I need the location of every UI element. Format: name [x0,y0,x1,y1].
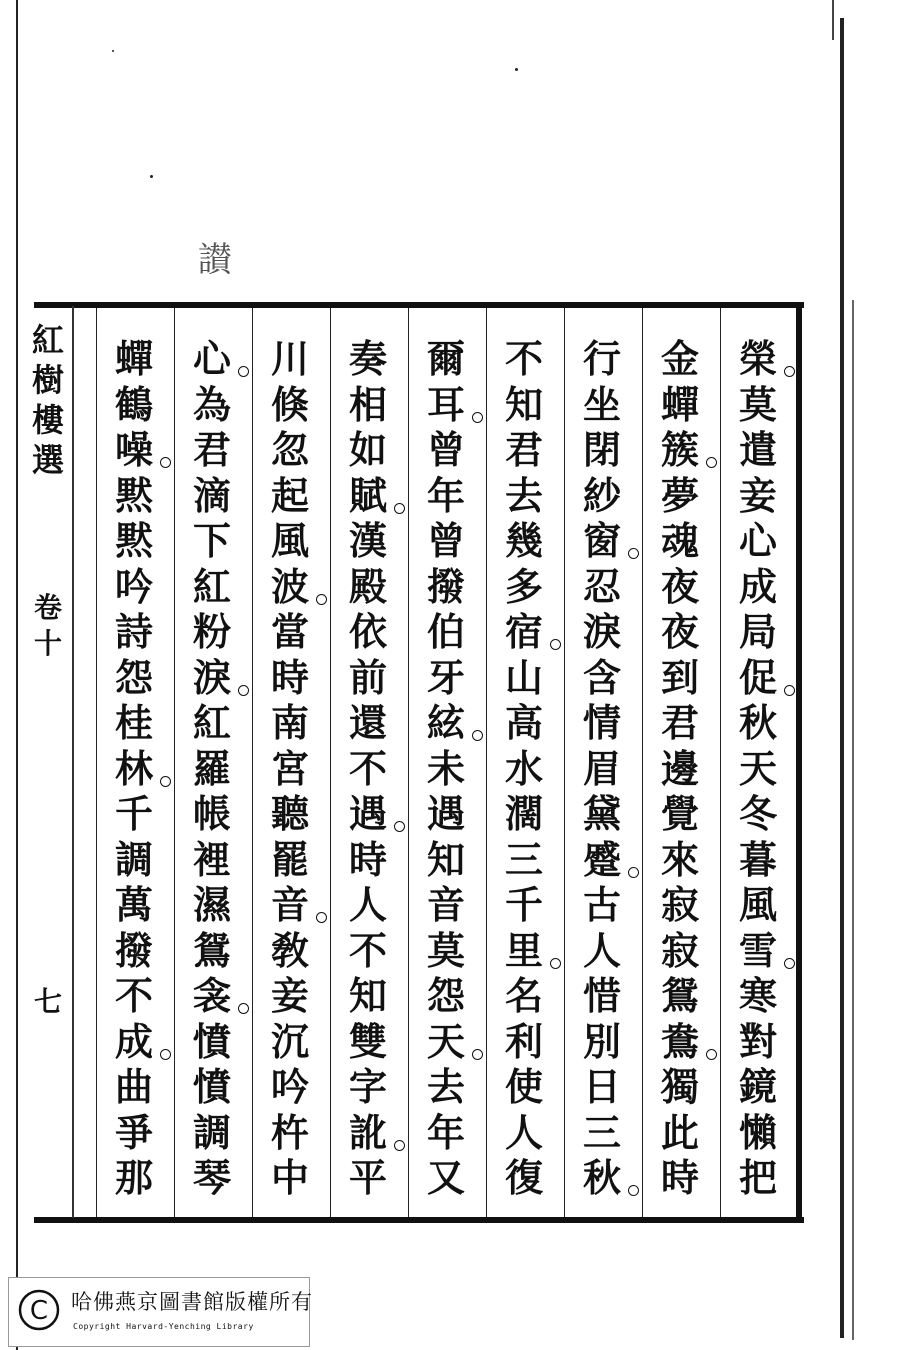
text-char: 賦 [348,472,387,518]
text-char: 蹙 [582,836,621,882]
text-char: 鴦 [660,1018,699,1064]
text-char: 萬 [114,882,153,927]
punctuation-circle [628,867,639,878]
punctuation-circle [394,1140,405,1151]
text-char: 聽 [270,791,309,836]
text-char: 高 [504,700,543,745]
text-char: 山 [504,654,543,700]
text-char: 時 [348,836,387,882]
text-char: 如 [348,427,387,472]
text-char: 把 [738,1155,777,1200]
text-char: 風 [738,882,777,927]
text-char: 知 [504,381,543,427]
text-char: 不 [114,973,153,1018]
margin-book-title [26,320,70,480]
text-char: 漢 [348,518,387,563]
frame-top-border [34,302,804,308]
text-char: 耳 [426,381,465,427]
text-char: 敎 [270,927,309,973]
text-char: 遇 [426,791,465,836]
punctuation-circle [238,1003,249,1014]
text-char: 天 [426,1018,465,1064]
text-char: 琴 [192,1155,231,1200]
text-char: 使 [504,1064,543,1109]
column-rule [486,308,487,1217]
copyright-icon [17,1288,61,1332]
ink-speck [515,68,518,71]
margin-page-number [26,984,70,1020]
text-char: 到 [660,654,699,700]
text-char: 時 [270,654,309,700]
margin-title-char: 紅 [31,321,64,359]
text-char: 濕 [192,882,231,927]
text-char: 時 [660,1155,699,1200]
text-char: 撥 [114,927,153,973]
punctuation-circle [160,1049,171,1060]
text-char: 去 [426,1064,465,1109]
margin-volume [26,590,70,662]
text-char: 古 [582,882,621,927]
text-char: 黛 [582,791,621,836]
text-char: 成 [738,563,777,609]
text-char: 憤 [192,1018,231,1064]
text-char: 別 [582,1018,621,1064]
text-char: 忽 [270,427,309,472]
text-char: 夜 [660,563,699,609]
text-column [492,336,556,1216]
text-char: 依 [348,609,387,654]
text-char: 倏 [270,381,309,427]
text-char: 鶴 [114,381,153,427]
faded-upper-mark: 讃 [198,240,228,280]
text-char: 促 [738,654,777,700]
text-char: 含 [582,654,621,700]
margin-title-char: 樹 [31,361,64,399]
text-column [648,336,712,1216]
column-rule [408,308,409,1217]
text-char: 年 [426,1109,465,1155]
text-char: 寒 [738,973,777,1018]
text-char: 眉 [582,745,621,791]
text-char: 坐 [582,381,621,427]
text-char: 黙 [114,472,153,518]
text-char: 雪 [738,927,777,973]
text-char: 名 [504,973,543,1018]
text-char: 妾 [738,472,777,518]
frame-right-border [796,302,802,1223]
text-char: 人 [348,882,387,927]
text-char: 不 [348,745,387,791]
punctuation-circle [160,776,171,787]
text-char: 林 [114,745,153,791]
column-rule [252,308,253,1217]
text-char: 金 [660,336,699,381]
text-char: 閉 [582,427,621,472]
punctuation-circle [784,958,795,969]
text-char: 暮 [738,836,777,882]
text-char: 伯 [426,609,465,654]
punctuation-circle [706,1049,717,1060]
text-char: 調 [192,1109,231,1155]
column-rule [330,308,331,1217]
text-char: 夢 [660,472,699,518]
text-char: 鴛 [192,927,231,973]
column-rule [564,308,565,1217]
text-char: 滴 [192,472,231,518]
text-char: 風 [270,518,309,563]
text-char: 三 [582,1109,621,1155]
text-char: 撥 [426,563,465,609]
punctuation-circle [394,821,405,832]
margin-volume-char: 十 [33,627,62,660]
margin-page-char: 七 [33,985,62,1018]
column-rule [96,308,97,1217]
text-char: 中 [270,1155,309,1200]
text-char: 覺 [660,791,699,836]
text-column [570,336,634,1216]
column-rule [720,308,721,1217]
text-char: 莫 [738,381,777,427]
page-edge-top [832,0,834,40]
text-char: 平 [348,1155,387,1200]
text-column [180,336,244,1216]
text-char: 又 [426,1155,465,1200]
punctuation-circle [472,412,483,423]
text-char: 相 [348,381,387,427]
text-char: 爾 [426,336,465,381]
text-char: 榮 [738,336,777,381]
punctuation-circle [628,548,639,559]
text-char: 鏡 [738,1064,777,1109]
text-char: 詩 [114,609,153,654]
punctuation-circle [784,685,795,696]
copyright-english: Copyright Harvard-Yenching Library [73,1322,254,1331]
text-char: 那 [114,1155,153,1200]
text-char: 對 [738,1018,777,1064]
text-char: 獨 [660,1064,699,1109]
text-column [102,336,166,1216]
text-char: 下 [192,518,231,563]
text-char: 來 [660,836,699,882]
punctuation-circle [550,958,561,969]
text-char: 里 [504,927,543,973]
text-char: 窗 [582,518,621,563]
text-char: 懶 [738,1109,777,1155]
text-char: 知 [348,973,387,1018]
punctuation-circle [160,457,171,468]
text-char: 君 [660,700,699,745]
text-char: 紗 [582,472,621,518]
text-char: 音 [270,882,309,927]
ink-speck [150,175,153,178]
text-char: 吟 [114,563,153,609]
text-char: 宿 [504,609,543,654]
margin-title-char: 選 [31,441,64,479]
text-char: 魂 [660,518,699,563]
punctuation-circle [238,685,249,696]
text-char: 怨 [114,654,153,700]
text-column [336,336,400,1216]
text-char: 黙 [114,518,153,563]
text-char: 千 [504,882,543,927]
punctuation-circle [238,366,249,377]
punctuation-circle [550,639,561,650]
text-char: 日 [582,1064,621,1109]
text-char: 三 [504,836,543,882]
punctuation-circle [472,730,483,741]
text-char: 秋 [738,700,777,745]
copyright-symbol: C [29,1296,49,1326]
text-char: 冬 [738,791,777,836]
text-char: 幾 [504,518,543,563]
text-char: 行 [582,336,621,381]
text-char: 人 [582,927,621,973]
punctuation-circle [784,366,795,377]
text-char: 復 [504,1155,543,1200]
text-char: 不 [504,336,543,381]
text-char: 訛 [348,1109,387,1155]
text-char: 局 [738,609,777,654]
text-char: 年 [426,472,465,518]
column-rule [642,308,643,1217]
text-char: 妾 [270,973,309,1018]
text-char: 爭 [114,1109,153,1155]
text-char: 罷 [270,836,309,882]
text-char: 紅 [192,700,231,745]
text-char: 還 [348,700,387,745]
margin-volume-char: 卷 [33,591,62,624]
text-char: 蟬 [114,336,153,381]
text-char: 心 [738,518,777,563]
text-char: 桂 [114,700,153,745]
text-char: 帳 [192,791,231,836]
text-char: 紅 [192,563,231,609]
text-char: 此 [660,1109,699,1155]
text-char: 曾 [426,518,465,563]
text-char: 川 [270,336,309,381]
text-char: 寂 [660,927,699,973]
punctuation-circle [316,594,327,605]
frame-bottom-border [34,1217,804,1223]
text-char: 蟬 [660,381,699,427]
text-char: 天 [738,745,777,791]
text-char: 人 [504,1109,543,1155]
text-char: 簇 [660,427,699,472]
text-char: 鴛 [660,973,699,1018]
frame-left-border [72,306,74,1218]
punctuation-circle [394,503,405,514]
text-char: 波 [270,563,309,609]
text-char: 怨 [426,973,465,1018]
text-char: 情 [582,700,621,745]
page-edge-left [16,0,18,1350]
text-char: 惜 [582,973,621,1018]
text-char: 不 [348,927,387,973]
text-char: 利 [504,1018,543,1064]
text-char: 多 [504,563,543,609]
text-char: 粉 [192,609,231,654]
text-column [258,336,322,1216]
text-char: 淚 [582,609,621,654]
text-char: 字 [348,1064,387,1109]
text-char: 邊 [660,745,699,791]
text-char: 調 [114,836,153,882]
page-edge-right-inner [852,300,854,1340]
text-char: 心 [192,336,231,381]
text-char: 吟 [270,1064,309,1109]
text-char: 秋 [582,1155,621,1200]
text-char: 絃 [426,700,465,745]
text-char: 音 [426,882,465,927]
text-char: 君 [504,427,543,472]
copyright-chinese: 哈佛燕京圖書館版權所有 [71,1290,313,1314]
ink-speck [112,50,114,52]
text-char: 水 [504,745,543,791]
text-column [726,336,790,1216]
page-edge-right [840,18,844,1338]
text-char: 遇 [348,791,387,836]
text-char: 忍 [582,563,621,609]
text-char: 沉 [270,1018,309,1064]
text-char: 南 [270,700,309,745]
text-char: 成 [114,1018,153,1064]
punctuation-circle [628,1185,639,1196]
text-char: 去 [504,472,543,518]
text-char: 遣 [738,427,777,472]
text-char: 衾 [192,973,231,1018]
text-char: 羅 [192,745,231,791]
text-char: 知 [426,836,465,882]
text-char: 憤 [192,1064,231,1109]
text-char: 當 [270,609,309,654]
text-char: 濶 [504,791,543,836]
text-char: 殿 [348,563,387,609]
text-char: 寂 [660,882,699,927]
text-char: 前 [348,654,387,700]
text-char: 曲 [114,1064,153,1109]
text-char: 為 [192,381,231,427]
text-char: 淚 [192,654,231,700]
text-char: 宮 [270,745,309,791]
punctuation-circle [472,1049,483,1060]
text-char: 君 [192,427,231,472]
text-char: 起 [270,472,309,518]
text-char: 奏 [348,336,387,381]
text-char: 牙 [426,654,465,700]
punctuation-circle [706,457,717,468]
punctuation-circle [316,912,327,923]
margin-title-char: 樓 [31,401,64,439]
text-char: 噪 [114,427,153,472]
text-char: 夜 [660,609,699,654]
text-char: 未 [426,745,465,791]
copyright-stamp [8,1277,313,1347]
text-char: 曾 [426,427,465,472]
text-char: 千 [114,791,153,836]
column-rule [174,308,175,1217]
text-column [414,336,478,1216]
text-char: 莫 [426,927,465,973]
text-char: 杵 [270,1109,309,1155]
text-char: 裡 [192,836,231,882]
text-char: 雙 [348,1018,387,1064]
